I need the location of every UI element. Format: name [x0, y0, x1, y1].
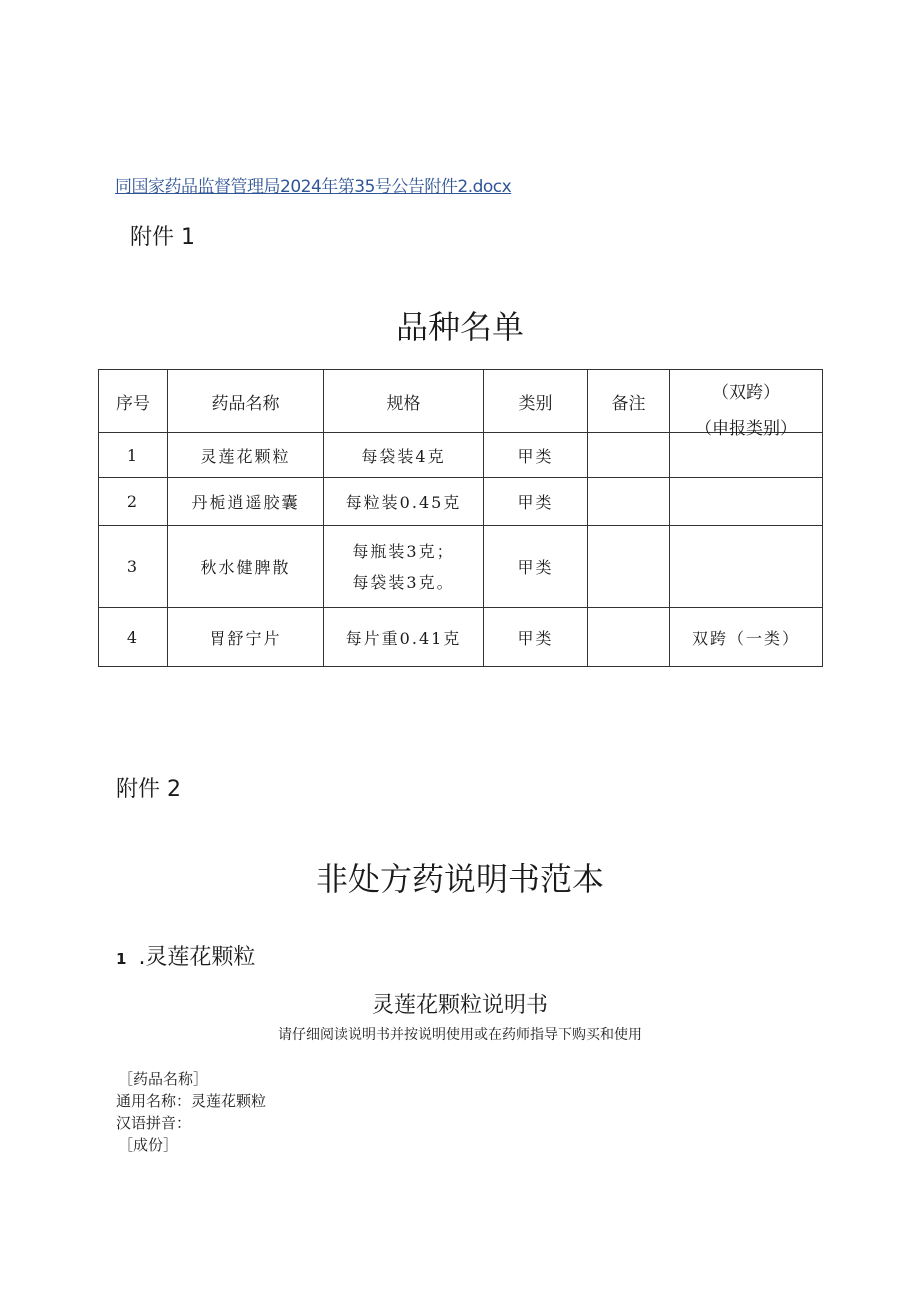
cell-dual-category: 双跨（一类）	[670, 608, 823, 667]
section-number: 1	[116, 950, 127, 968]
table-row	[99, 433, 823, 478]
header-dual-label: （双跨）	[712, 383, 780, 403]
cell-specification: 每片重0.41克	[324, 608, 484, 667]
cell-remark	[588, 526, 670, 608]
instructions-title: 灵莲花颗粒说明书	[371, 993, 548, 1018]
pinyin-field: 汉语拼音：	[116, 1114, 192, 1132]
attachment-2-label: 附件 2	[116, 777, 181, 802]
header-drug-name: 药品名称	[168, 370, 324, 433]
cell-drug-name: 胃舒宁片	[168, 608, 324, 667]
cell-category: 甲类	[484, 526, 588, 608]
cell-dual-category	[670, 433, 823, 478]
cell-serial-number: 4	[99, 608, 168, 667]
table-row	[99, 608, 823, 667]
cell-specification	[324, 526, 484, 608]
cell-drug-name: 丹栀逍遥胶囊	[168, 478, 324, 526]
header-application-category-label: （申报类别）	[695, 419, 797, 439]
cell-specification: 每袋装4克	[324, 433, 484, 478]
section-title: .灵莲花颗粒	[138, 945, 256, 970]
cell-remark	[588, 608, 670, 667]
cell-drug-name: 秋水健脾散	[168, 526, 324, 608]
otc-template-title: 非处方药说明书范本	[315, 860, 604, 898]
header-remark: 备注	[588, 370, 670, 433]
cell-serial-number: 2	[99, 478, 168, 526]
attachment-1-label: 附件 1	[130, 225, 195, 250]
header-serial-number: 序号	[99, 370, 168, 433]
cell-serial-number: 3	[99, 526, 168, 608]
generic-name-field: 通用名称：灵莲花颗粒	[116, 1092, 267, 1110]
cell-serial-number: 1	[99, 433, 168, 478]
attachment-file-link[interactable]: 同国家药品监督管理局2024年第35号公告附件2.docx	[115, 177, 512, 197]
spec-line: 每袋装3克。	[352, 572, 455, 592]
cell-category: 甲类	[484, 608, 588, 667]
cell-drug-name: 灵莲花颗粒	[168, 433, 324, 478]
cell-dual-category	[670, 478, 823, 526]
cell-specification: 每粒装0.45克	[324, 478, 484, 526]
cell-category: 甲类	[484, 433, 588, 478]
spec-line: 每瓶装3克；	[352, 541, 455, 561]
header-dual-category	[670, 370, 823, 439]
table-header-row	[99, 370, 823, 433]
header-specification: 规格	[324, 370, 484, 433]
header-category: 类别	[484, 370, 588, 433]
variety-list-title: 品种名单	[395, 308, 524, 346]
table-row	[99, 526, 823, 608]
instructions-subtitle: 请仔细阅读说明书并按说明使用或在药师指导下购买和使用	[278, 1027, 642, 1043]
cell-category: 甲类	[484, 478, 588, 526]
drug-name-heading: ［药品名称］	[118, 1070, 209, 1088]
ingredients-heading: ［成份］	[118, 1136, 179, 1154]
table-row	[99, 478, 823, 526]
cell-remark	[588, 433, 670, 478]
cell-remark	[588, 478, 670, 526]
section-heading	[116, 940, 255, 971]
variety-list-table	[98, 369, 823, 667]
cell-dual-category	[670, 526, 823, 608]
